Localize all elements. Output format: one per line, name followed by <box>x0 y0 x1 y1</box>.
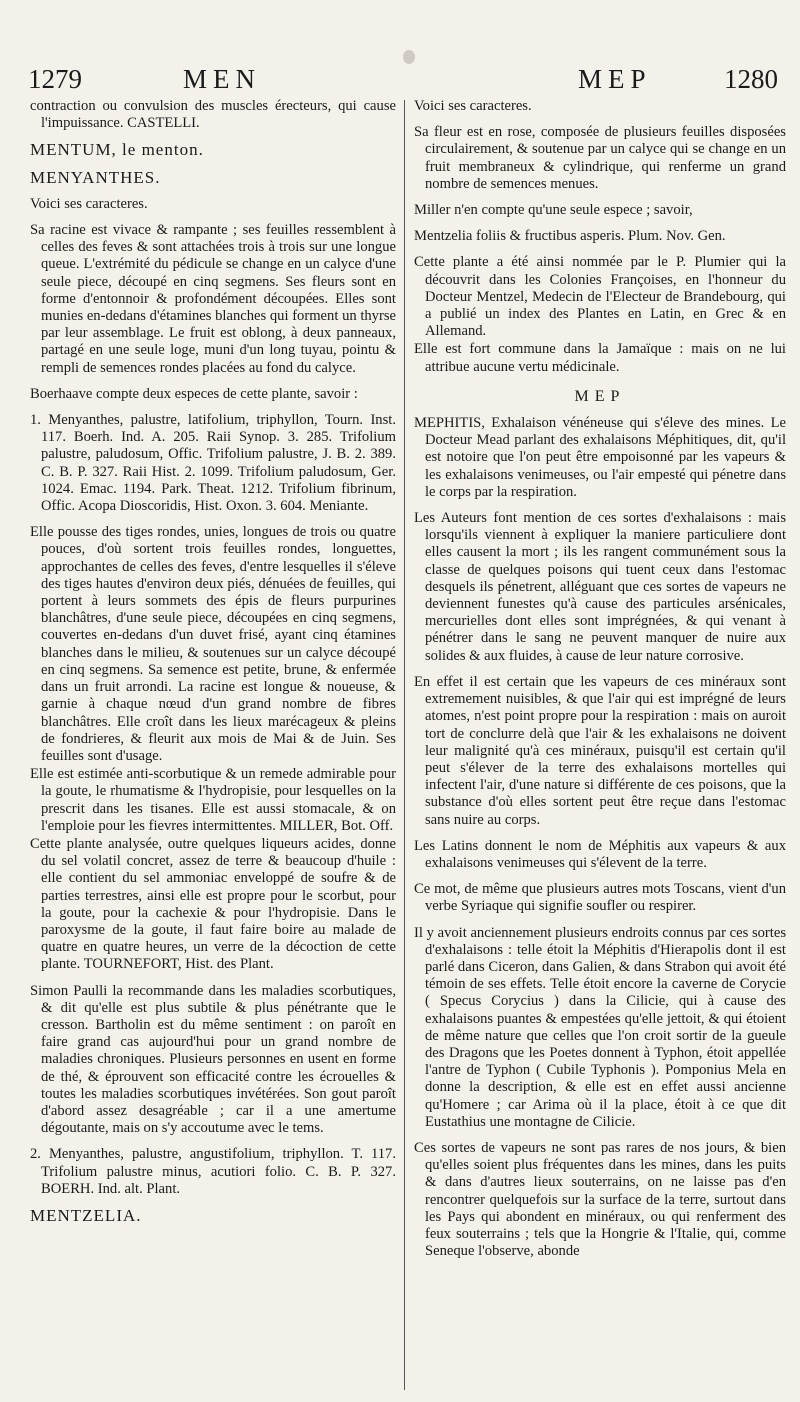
entry-heading-menyanthes: MENYANTHES. <box>30 167 161 187</box>
left-page-number: 1279 <box>28 64 82 94</box>
paragraph: Voici ses caracteres. <box>414 98 532 114</box>
paragraph: Simon Paulli la recommande dans les maladies scorbutiques, & dit qu'elle est plus subtile & plus pénétrante que le cresson. Bartholin est du même sentiment : on paroît en faire grand cas aujourd'hui pour un grand nombre de maladies chroniques. Plusieurs personnes en usent en forme de thé, & éprouvent son efficacité contre les écrouelles & toutes les maladies scorbutiques invétérées. Son gout paroît d'abord assez desagréable ; car il a une amertume dégoutante, mais on s'y accoutume avec le tems. <box>30 982 396 1137</box>
species-entry: 2. Menyanthes, palustre, angustifolium, triphyllon. T. 117. Trifolium palustre minus, acutiori folio. C. B. P. 327. BOERH. Ind. alt. Plant. <box>30 1146 396 1197</box>
paragraph: MEPHITIS, Exhalaison vénéneuse qui s'éleve des mines. Le Docteur Mead parlant des exhalaisons Méphitiques, dit, qu'il est notoire que l'on peut être empoisonné par les vapeurs & les exhalaisons venimeuses, ou l'air empesté qui pénetre dans le corps par la respiration. <box>414 415 786 500</box>
entry-heading-mentum: MENTUM, le menton. <box>30 140 204 160</box>
paragraph: En effet il est certain que les vapeurs de ces minéraux sont extremement nuisibles, & que l'air qui est imprégné de leurs atomes, n'est point propre pour la respiration : mais on auroit tort de conclurre delà que l'air & les exhalaisons ne doivent leur malignité qu'à ces minéraux, puisqu'il est certain qu'il peut s'élever de la terre des exhalaisons mortelles qui infectent l'air, d'une nature si différente de ces poisons, que la substance d'où elles sortent peut être reçue dans l'estomac sans nuire au corps. <box>414 673 786 828</box>
paragraph: Ce mot, de même que plusieurs autres mots Toscans, vient d'un verbe Syriaque qui signifie soufler ou respirer. <box>414 881 786 915</box>
paragraph: Voici ses caracteres. <box>30 195 148 212</box>
species-entry: 1. Menyanthes, palustre, latifolium, triphyllon, Tourn. Inst. 117. Boerh. Ind. A. 205. Raii Synop. 3. 285. Trifolium palustre, paludosum, Offic. Trifolium palustre, J. B. 2. 389. C. B. P. 327. Raii Hist. 2. 1099. Trifolium paludosum, Ger. 1024. Emac. 1194. Park. Theat. 1212. Trifolium fibrinum, Offic. Acopa Dioscoridis, Hist. Oxon. 3. 604. Meniante. <box>30 412 396 515</box>
section-heading-mep: MEP <box>574 387 626 405</box>
right-page-number: 1280 <box>724 64 778 94</box>
column-divider <box>404 100 405 1390</box>
page-header <box>28 64 778 98</box>
paragraph: Sa racine est vivace & rampante ; ses feuilles ressemblent à celles des feves & sont attachées trois à trois sur une longue queue. L'extrémité du pédicule se change en un calyce d'une seule piece, découpé en cinq segmens. Ses fleurs sont en forme d'entonnoir & profondément découpées. Elles sont munies en-dedans d'étamines blanches qui forment un thyrse par leur assemblage. Le fruit est oblong, à deux panneaux, partagé en une seule loge, muni d'un long tuyau, pointu & rempli de semences rondes placées au fond du calyce. <box>30 222 396 376</box>
paragraph: Elle pousse des tiges rondes, unies, longues de trois ou quatre pouces, d'où sortent trois feuilles rondes, longuettes, approchantes de celles des feves, d'entre lesquelles il s'éleve des tiges hautes d'environ deux piés, dénuées de feuilles, qui portent à leurs sommets des épis de fleurs purpurines blanchâtres, d'une seule piece, découpées en cinq segmens, couvertes en-dedans d'un duvet frisé, ayant cinq étamines blanches dans le milieu, & soutenues sur un calyce découpé en cinq segmens. Sa semence est petite, brune, & enfermée dans un fruit arrondi. La racine est longue & noueuse, & garnie à chaque nœud d'un grand nombre de fibres blanchâtres. Elle croît dans les lieux marécageux & pleins de fondrieres, & fleurit aux mois de Mai & de Juin. Ses feuilles sont d'usage. <box>30 524 396 764</box>
paper-stain <box>403 50 415 64</box>
paragraph: Cette plante a été ainsi nommée par le P. Plumier qui la découvrit dans les Colonies Françoises, en l'honneur du Docteur Mentzel, Medecin de l'Electeur de Brandebourg, qui a publié un index des Plantes en Latin, en Grec & en Allemand. <box>414 254 786 340</box>
left-running-head: MEN <box>183 64 261 94</box>
paragraph: Cette plante analysée, outre quelques liqueurs acides, donne du sel volatil concret, assez de terre & beaucoup d'huile : elle contient du sel ammoniac enveloppé de soufre & de parties terrestres, ainsi elle est propre pour le scorbut, pour la goute, pour la cachexie & pour l'hydropisie. Dans le paroxysme de la goute, il faut faire boire au malade de quatre en quatre heures, un verre de la décoction de cette plante. TOURNEFORT, Hist. des Plant. <box>30 835 396 973</box>
paragraph: Il y avoit anciennement plusieurs endroits connus par ces sortes d'exhalaisons : telle étoit la Méphitis d'Hierapolis dont il est parlé dans Ciceron, dans Galien, & dans Strabon qui avoit été témoin de ses effets. Telle étoit encore la caverne de Corycie ( Specus Corycius ) dans la Cilicie, qui à cause des exhalaisons puantes & empestées qu'elle jettoit, & qui étoient de même nature que celles que l'on croit sortir de la gueule des Dragons que les Poetes donnent à Typhon, étoit appellée l'antre de Typhon ( Cubile Typhonis ). Pomponius Mela en donne la description, & elle est en effet aussi ancienne qu'Homere ; car Arima où il la place, étoit à ce que dit Eustathius une montagne de Cilicie. <box>414 924 786 1130</box>
paragraph: Sa fleur est en rose, composée de plusieurs feuilles disposées circulairement, & soutenue par un calyce qui se change en un fruit membraneux & cylindrique, qui renferme un grand nombre de semences menues. <box>414 124 786 192</box>
paragraph: Les Auteurs font mention de ces sortes d'exhalaisons : mais lorsqu'ils viennent à expliquer la maniere particuliere dont elles causent la mort ; ils les rangent communément sous la classe de quelques poisons qui tuent ceux dans l'estomac desquels ils pénetrent, alléguant que ces sortes de vapeurs ne deviennent funestes qu'à cause des particules arsénicales, mercurielles dont elles sont imprégnées, & qui venant à pénétrer dans le sang ne peuvent manquer de nuire aux solides & aux fluides, à cause de leur nature corrosive. <box>414 510 786 664</box>
paragraph: Elle est estimée anti-scorbutique & un remede admirable pour la goute, le rhumatisme & l'hydropisie, pour lesquelles on la prescrit dans les tisanes. Elle est aussi stomacale, & on l'emploie pour les fievres intermittentes. MILLER, Bot. Off. <box>30 766 396 834</box>
paragraph: Elle est fort commune dans la Jamaïque : mais on ne lui attribue aucune vertu médicinale. <box>414 341 786 375</box>
entry-heading-mentzelia: MENTZELIA. <box>30 1205 142 1225</box>
paragraph: Miller n'en compte qu'une seule espece ; savoir, <box>414 202 693 219</box>
paragraph: contraction ou convulsion des muscles érecteurs, qui cause l'impuissance. CASTELLI. <box>30 98 396 132</box>
paragraph: Boerhaave compte deux especes de cette plante, savoir : <box>30 385 358 402</box>
paragraph: Ces sortes de vapeurs ne sont pas rares de nos jours, & bien qu'elles soient plus fréquentes dans les mines, dans les puits & dans d'autres lieux souterrains, on ne laisse pas d'en rencontrer quelquefois sur la surface de la terre, surtout dans les Pays qui abondent en minéraux, ou qui renferment des feux souterrains ; tels que la Hongrie & l'Italie, qui, comme Seneque l'observe, abonde <box>414 1139 786 1260</box>
paragraph: Les Latins donnent le nom de Méphitis aux vapeurs & aux exhalaisons venimeuses qui s'élevent de la terre. <box>414 837 786 871</box>
left-column <box>30 98 396 1234</box>
species-entry: Mentzelia foliis & fructibus asperis. Plum. Nov. Gen. <box>414 228 726 245</box>
right-running-head: MEP <box>578 64 652 94</box>
right-column <box>414 98 786 1269</box>
